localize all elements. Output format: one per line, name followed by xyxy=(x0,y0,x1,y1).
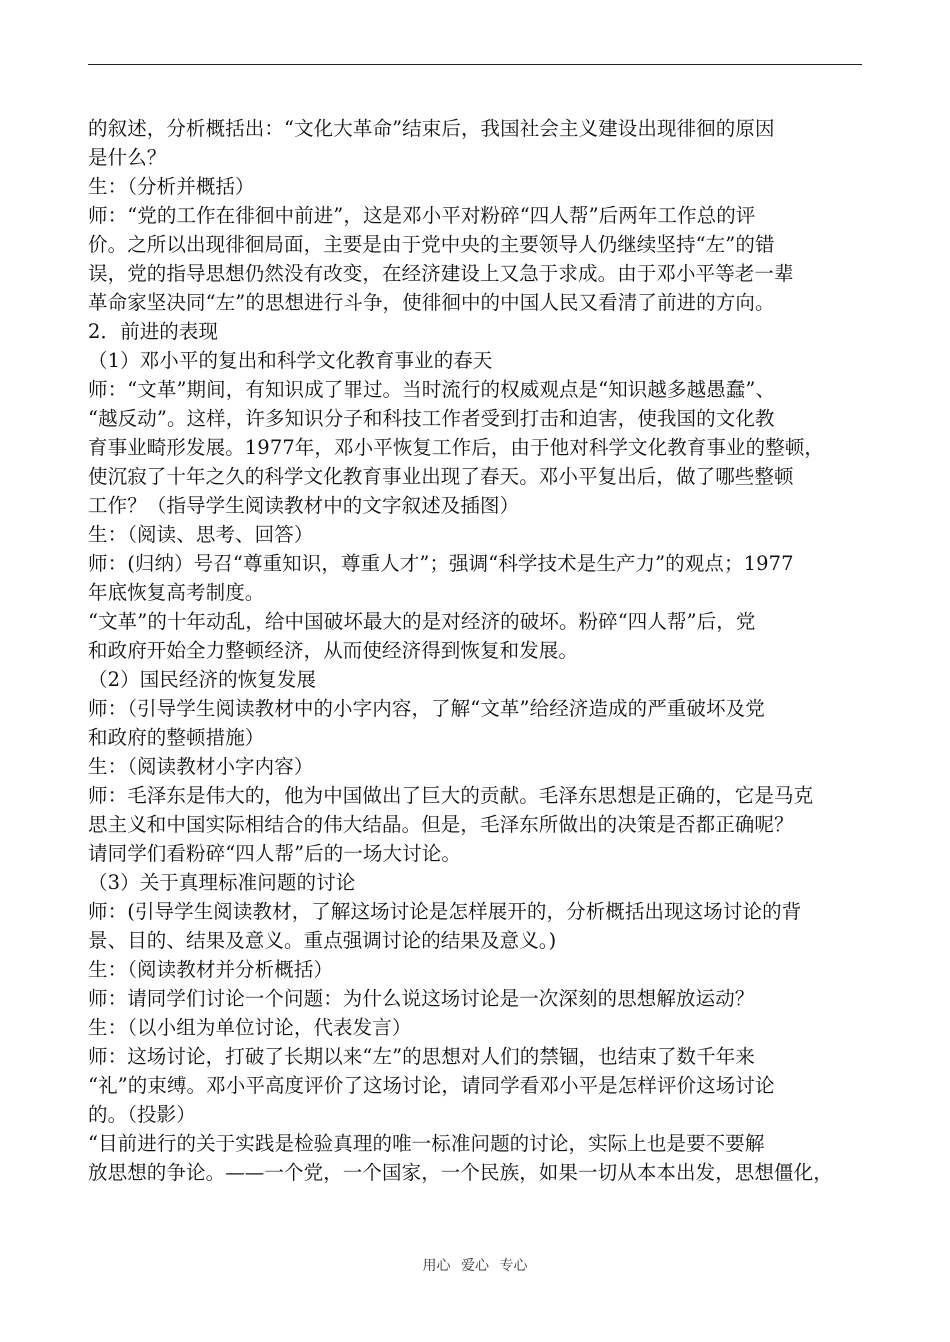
text-line: 的。（投影） xyxy=(88,1103,196,1126)
text-line: 思主义和中国实际相结合的伟大结晶。但是，毛泽东所做出的决策是否都正确呢？ xyxy=(88,813,794,836)
text-line: 师：“党的工作在徘徊中前进”，这是邓小平对粉碎“四人帮”后两年工作总的评 xyxy=(88,204,756,227)
text-line: 师：（引导学生阅读教材中的小字内容，了解“文革”给经济造成的严重破坏及党 xyxy=(88,697,765,720)
text-line: 2．前进的表现 xyxy=(88,320,219,343)
document-body xyxy=(88,114,864,1187)
header-rule xyxy=(88,64,862,65)
text-line: 师：请同学们讨论一个问题：为什么说这场讨论是一次深刻的思想解放运动？ xyxy=(88,987,755,1010)
text-line: 放思想的争论。——一个党，一个国家，一个民族，如果一切从本本出发，思想僵化， xyxy=(88,1161,833,1184)
text-line: 师：“文革”期间，有知识成了罪过。当时流行的权威观点是“知识越多越愚蠢”、 xyxy=(88,378,776,401)
text-line: 误，党的指导思想仍然没有改变，在经济建设上又急于求成。由于邓小平等老一辈 xyxy=(88,262,794,285)
text-line: “越反动”。这样，许多知识分子和科技工作者受到打击和迫害，使我国的文化教 xyxy=(88,407,775,430)
text-line: “目前进行的关于实践是检验真理的唯一标准问题的讨论，实际上也是要不要解 xyxy=(88,1132,765,1155)
text-line: 师：毛泽东是伟大的，他为中国做出了巨大的贡献。毛泽东思想是正确的，它是马克 xyxy=(88,784,814,807)
text-line: 景、目的、结果及意义。重点强调讨论的结果及意义。) xyxy=(88,929,557,952)
text-line: 生：（以小组为单位讨论，代表发言） xyxy=(88,1016,412,1039)
text-line: 生：（阅读教材小字内容） xyxy=(88,755,314,778)
text-line: （1）邓小平的复出和科学文化教育事业的春天 xyxy=(88,349,493,372)
text-line: 工作？（指导学生阅读教材中的文字叙述及插图） xyxy=(88,494,520,517)
text-line: 年底恢复高考制度。 xyxy=(88,581,265,604)
text-line: 的叙述，分析概括出：“文化大革命”结束后，我国社会主义建设出现徘徊的原因 xyxy=(88,117,775,140)
text-line: 请同学们看粉碎“四人帮”后的一场大讨论。 xyxy=(88,842,461,865)
text-line: 师：这场讨论，打破了长期以来“左”的思想对人们的禁锢，也结束了数千年来 xyxy=(88,1045,755,1068)
text-line: 生：（阅读、思考、回答） xyxy=(88,523,314,546)
text-line: （3）关于真理标准问题的讨论 xyxy=(88,871,356,894)
text-line: 师：(归纳）号召“尊重知识，尊重人才”；强调“科学技术是生产力”的观点；1977 xyxy=(88,552,794,575)
page-footer: 用心 爱心 专心 xyxy=(422,1258,528,1274)
text-line: 价。之所以出现徘徊局面，主要是由于党中央的主要领导人仍继续坚持“左”的错 xyxy=(88,233,775,256)
text-line: 和政府开始全力整顿经济，从而使经济得到恢复和发展。 xyxy=(88,639,579,662)
text-line: 生：（分析并概括） xyxy=(88,175,255,198)
text-line: 革命家坚决同“左”的思想进行斗争，使徘徊中的中国人民又看清了前进的方向。 xyxy=(88,291,775,314)
text-line: 育事业畸形发展。1977年，邓小平恢复工作后，由于他对科学文化教育事业的整顿， xyxy=(88,436,825,459)
text-line: “礼”的束缚。邓小平高度评价了这场讨论，请同学看邓小平是怎样评价这场讨论 xyxy=(88,1074,775,1097)
text-line: 是什么？ xyxy=(88,146,167,169)
text-line: 和政府的整顿措施） xyxy=(88,726,265,749)
text-line: 生：（阅读教材并分析概括） xyxy=(88,958,334,981)
text-line: 师：(引导学生阅读教材，了解这场讨论是怎样展开的，分析概括出现这场讨论的背 xyxy=(88,900,802,923)
text-line: 使沉寂了十年之久的科学文化教育事业出现了春天。邓小平复出后，做了哪些整顿 xyxy=(88,465,794,488)
text-line: “文革”的十年动乱，给中国破坏最大的是对经济的破坏。粉碎“四人帮”后，党 xyxy=(88,610,756,633)
text-line: （2）国民经济的恢复发展 xyxy=(88,668,317,691)
